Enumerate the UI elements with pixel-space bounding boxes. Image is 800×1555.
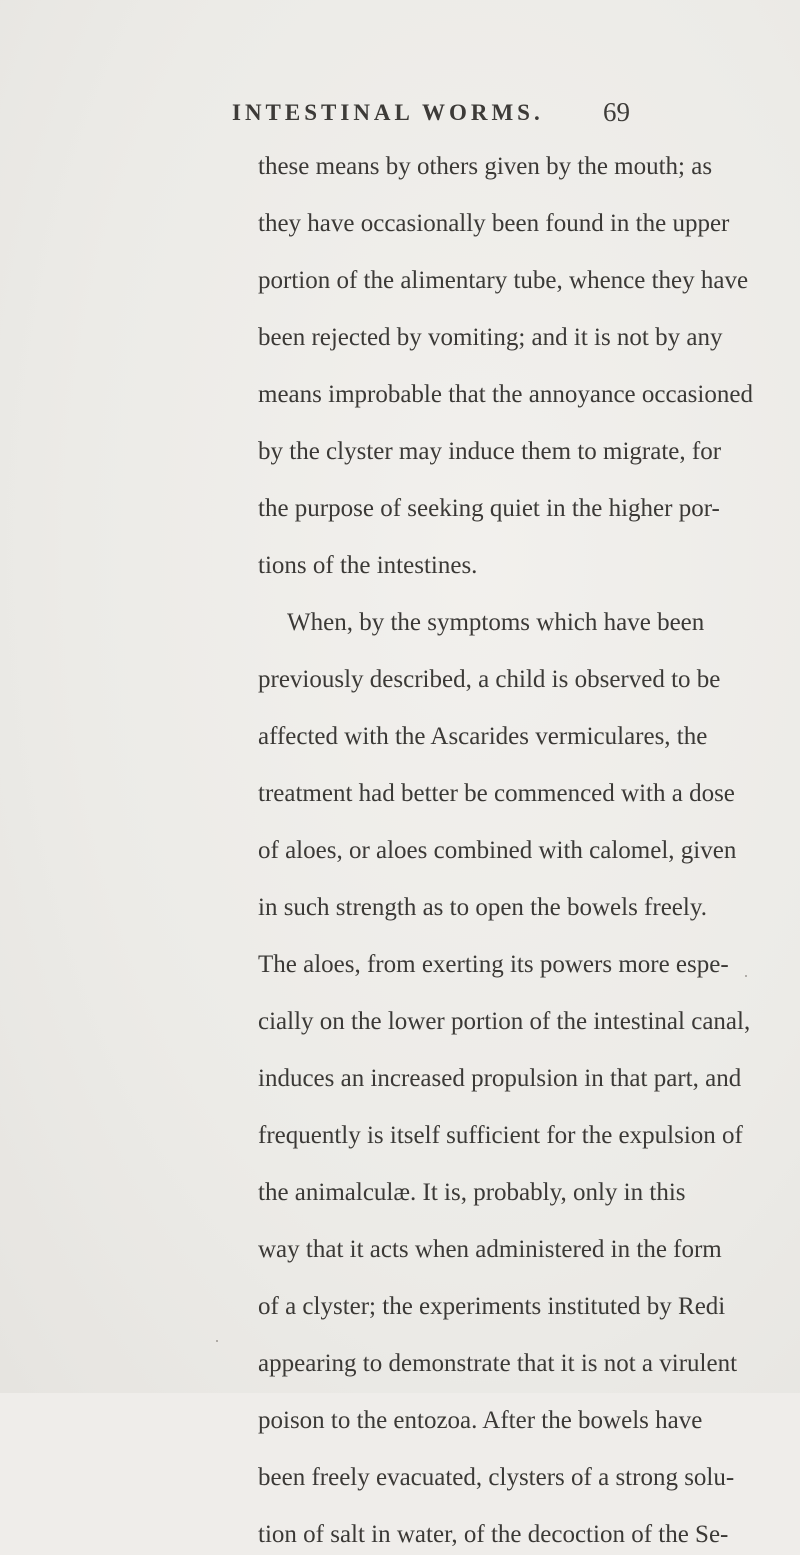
text-line: of a clyster; the experiments instituted by Redi (258, 1293, 726, 1320)
text-line: the animalculæ. It is, probably, only in this (258, 1179, 686, 1206)
text-line: means improbable that the annoyance occasioned (258, 381, 753, 408)
text-line: treatment had better be commenced with a dose (258, 780, 735, 807)
text-line: previously described, a child is observed to be (258, 666, 721, 693)
text-line: portion of the alimentary tube, whence they have (258, 267, 749, 294)
text-line: cially on the lower portion of the intestinal canal, (258, 1008, 751, 1035)
text-line-paragraph-end: tions of the intestines. (258, 552, 478, 579)
text-line: they have occasionally been found in the upper (258, 210, 730, 237)
text-line: been rejected by vomiting; and it is not by any (258, 324, 723, 351)
text-line: of aloes, or aloes combined with calomel, given (258, 837, 737, 864)
text-line: poison to the entozoa. After the bowels have (258, 1407, 703, 1434)
text-line: been freely evacuated, clysters of a strong solu- (258, 1464, 735, 1491)
text-line: tion of salt in water, of the decoction of the Se- (258, 1521, 729, 1548)
text-line: appearing to demonstrate that it is not a virulent (258, 1350, 738, 1377)
text-line: induces an increased propulsion in that part, and (258, 1065, 742, 1092)
text-line: by the clyster may induce them to migrate, for (258, 438, 722, 465)
page-number: 69 (603, 97, 630, 127)
running-head: INTESTINAL WORMS. (232, 100, 544, 125)
text-line-paragraph-start: When, by the symptoms which have been (287, 609, 705, 636)
text-line: The aloes, from exerting its powers more espe- (258, 951, 729, 978)
text-line: way that it acts when administered in the form (258, 1236, 722, 1263)
text-line: frequently is itself sufficient for the expulsion of (258, 1122, 743, 1149)
page-header (0, 97, 800, 140)
text-line: in such strength as to open the bowels freely. (258, 894, 707, 921)
paper-speck (216, 1340, 218, 1342)
text-line: affected with the Ascarides vermiculares, the (258, 723, 708, 750)
paper-speck (745, 975, 747, 977)
text-line: these means by others given by the mouth; as (258, 153, 713, 180)
text-line: the purpose of seeking quiet in the higher por- (258, 495, 720, 522)
